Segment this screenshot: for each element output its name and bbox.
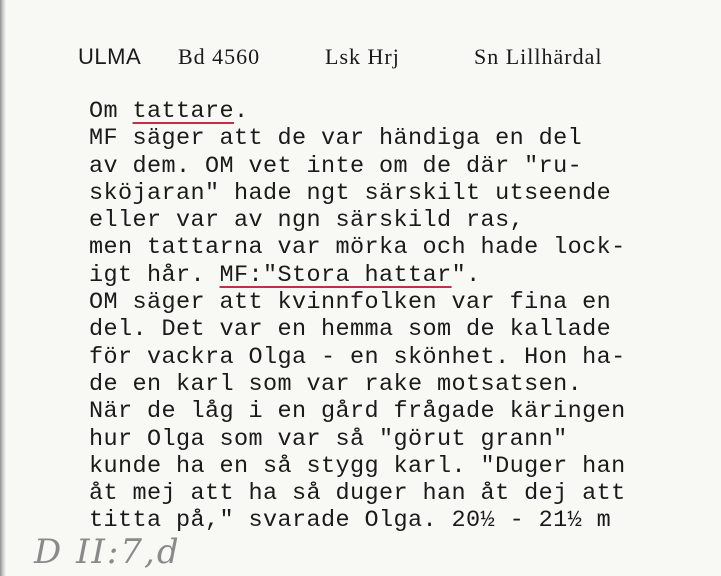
text-segment: för vackra Olga - en skönhet. Hon ha- [89,343,626,371]
text-line [89,234,709,261]
text-line [89,371,709,398]
card-body-text [89,98,709,535]
card-header [78,44,698,74]
text-line [89,507,709,534]
text-segment: titta på," svarade Olga. 20½ - 21½ m [89,507,612,535]
text-segment: kunde ha en så stygg karl. "Duger han [89,452,626,480]
text-line [89,480,709,507]
text-line [89,262,709,289]
underlined-phrase: MF:"Stora hattar [219,261,452,289]
text-segment: de en karl som var rake motsatsen. [89,370,583,398]
parish-name: Sn Lillhärdal [474,44,603,69]
text-segment: eller var av ngn särskild ras, [89,207,525,235]
text-line [89,153,709,180]
handwritten-classification: D II:7,d [34,532,181,572]
text-line [89,426,709,453]
card-edge-shadow [0,0,6,576]
text-segment: Om [89,98,133,125]
text-segment: . [234,98,249,125]
text-segment: del. Det var en hemma som de kallade [89,316,612,344]
text-line [89,180,709,207]
text-line [89,398,709,425]
text-segment: sköjaran" hade ngt särskilt utseende [89,179,612,207]
text-line [89,316,709,343]
text-segment: OM säger att kvinnfolken var fina en [89,289,612,317]
text-segment: hur Olga som var så "görut grann" [89,425,568,453]
text-segment: MF säger att de var händiga en del [89,125,583,153]
text-line [89,289,709,316]
text-line [89,344,709,371]
text-segment: men tattarna var mörka och hade lock- [89,234,626,262]
text-segment: ". [451,261,481,289]
text-segment: När de låg i en gård frågade käringen [89,398,626,426]
text-segment: av dem. OM vet inte om de där "ru- [89,152,583,180]
text-line [89,207,709,234]
text-segment: igt hår. [89,261,220,289]
text-line [89,125,709,152]
volume-number: Bd 4560 [178,44,261,69]
district-code: Lsk Hrj [325,44,400,69]
archive-code: ULMA [78,44,142,69]
text-line [89,453,709,480]
underlined-phrase: tattare [132,98,235,125]
text-line [89,98,709,125]
text-segment: åt mej att ha så duger han åt dej att [89,480,626,508]
